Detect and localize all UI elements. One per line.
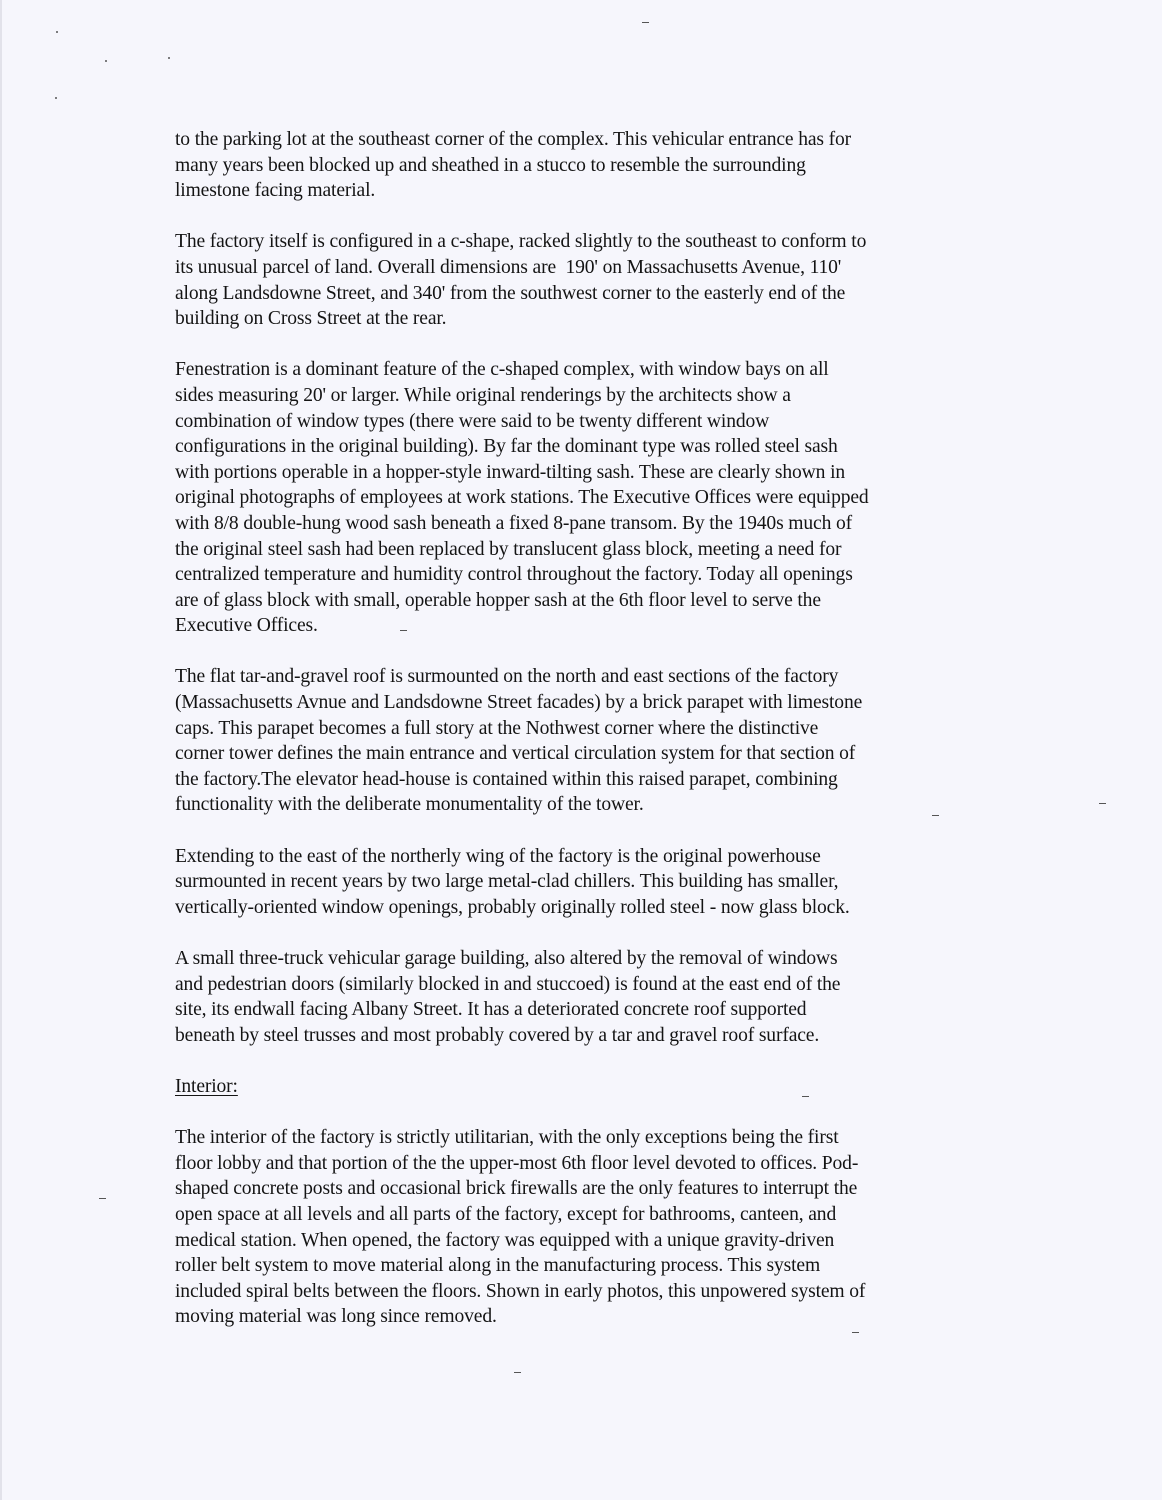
- text-line: with portions operable in a hopper-style inward-tilting sash. These are clearly shown in: [175, 461, 846, 483]
- scan-speck: [168, 57, 170, 59]
- text-line: many years been blocked up and sheathed in a stucco to resemble the surrounding: [175, 154, 806, 176]
- text-line: site, its endwall facing Albany Street. It has a deteriorated concrete roof supported: [175, 999, 807, 1021]
- text-line: included spiral belts between the floors. Shown in early photos, this unpowered system of: [175, 1280, 866, 1302]
- text-line: vertically-oriented window openings, probably originally rolled steel - now glass block.: [175, 896, 850, 918]
- text-line: limestone facing material.: [175, 180, 376, 202]
- paragraph-interior: [175, 1125, 1005, 1330]
- text-line: Fenestration is a dominant feature of the c-shaped complex, with window bays on all: [175, 359, 829, 381]
- text-line: centralized temperature and humidity control throughout the factory. Today all openings: [175, 564, 853, 586]
- paragraph-garage: [175, 946, 1005, 1048]
- scan-speck: [55, 97, 57, 99]
- section-heading-interior: Interior:: [175, 1075, 238, 1097]
- text-line: the factory.The elevator head-house is contained within this raised parapet, combining: [175, 768, 838, 790]
- scan-dash: [99, 1198, 106, 1199]
- text-line: caps. This parapet becomes a full story at the Nothwest corner where the distinctive: [175, 717, 819, 739]
- document-body: [175, 127, 1005, 1356]
- scan-dash: [1099, 803, 1106, 804]
- scan-dash: [514, 1372, 521, 1373]
- text-line: shaped concrete posts and occasional brick firewalls are the only features to interrupt the: [175, 1178, 858, 1200]
- text-line: roller belt system to move material along in the manufacturing process. This system: [175, 1255, 821, 1277]
- text-line: Executive Offices.: [175, 615, 318, 637]
- paragraph-roof: [175, 664, 1005, 818]
- text-line: along Landsdowne Street, and 340' from the southwest corner to the easterly end of the: [175, 282, 846, 304]
- text-line: Extending to the east of the northerly wing of the factory is the original powerhouse: [175, 845, 821, 867]
- text-line: A small three-truck vehicular garage building, also altered by the removal of windows: [175, 948, 838, 969]
- scan-dash: [642, 22, 649, 23]
- text-line: open space at all levels and all parts of the factory, except for bathrooms, canteen, and: [175, 1203, 837, 1225]
- text-line: medical station. When opened, the factory was equipped with a unique gravity-driven: [175, 1229, 835, 1251]
- paragraph-fenestration: [175, 357, 1005, 639]
- paragraph-configuration: [175, 229, 1005, 331]
- text-line: functionality with the deliberate monumentality of the tower.: [175, 794, 644, 816]
- text-line: with 8/8 double-hung wood sash beneath a fixed 8-pane transom. By the 1940s much of: [175, 512, 853, 534]
- text-line: combination of window types (there were said to be twenty different window: [175, 410, 770, 432]
- text-line: and pedestrian doors (similarly blocked in and stuccoed) is found at the east end of the: [175, 973, 841, 995]
- text-line: surmounted in recent years by two large metal-clad chillers. This building has smaller,: [175, 871, 839, 893]
- paragraph-entrance: [175, 127, 1005, 204]
- text-line: floor lobby and that portion of the the upper-most 6th floor level devoted to offices. Pod-: [175, 1152, 859, 1174]
- text-line: (Massachusetts Avnue and Landsdowne Street facades) by a brick parapet with limestone: [175, 692, 863, 714]
- text-line: building on Cross Street at the rear.: [175, 308, 447, 330]
- text-line: the original steel sash had been replaced by translucent glass block, meeting a need for: [175, 538, 842, 560]
- text-line: configurations in the original building). By far the dominant type was rolled steel sash: [175, 436, 838, 458]
- text-line: beneath by steel trusses and most probably covered by a tar and gravel roof surface.: [175, 1024, 820, 1046]
- text-line: moving material was long since removed.: [175, 1306, 497, 1328]
- text-line: The flat tar-and-gravel roof is surmounted on the north and east sections of the factory: [175, 666, 839, 688]
- text-line: corner tower defines the main entrance and vertical circulation system for that section of: [175, 743, 856, 765]
- text-line: to the parking lot at the southeast corner of the complex. This vehicular entrance has for: [175, 129, 852, 150]
- scan-speck: [105, 60, 107, 62]
- text-line: original photographs of employees at work stations. The Executive Offices were equipped: [175, 487, 869, 509]
- paragraph-powerhouse: [175, 844, 1005, 921]
- text-line: The factory itself is configured in a c-shape, racked slightly to the southeast to conform to: [175, 231, 867, 253]
- text-line: sides measuring 20' or larger. While original renderings by the architects show a: [175, 384, 791, 406]
- text-line: its unusual parcel of land. Overall dimensions are 190' on Massachusetts Avenue, 110': [175, 256, 842, 278]
- text-line: are of glass block with small, operable hopper sash at the 6th floor level to serve the: [175, 589, 821, 611]
- text-line: The interior of the factory is strictly utilitarian, with the only exceptions being the first: [175, 1127, 839, 1149]
- scan-speck: [56, 31, 58, 33]
